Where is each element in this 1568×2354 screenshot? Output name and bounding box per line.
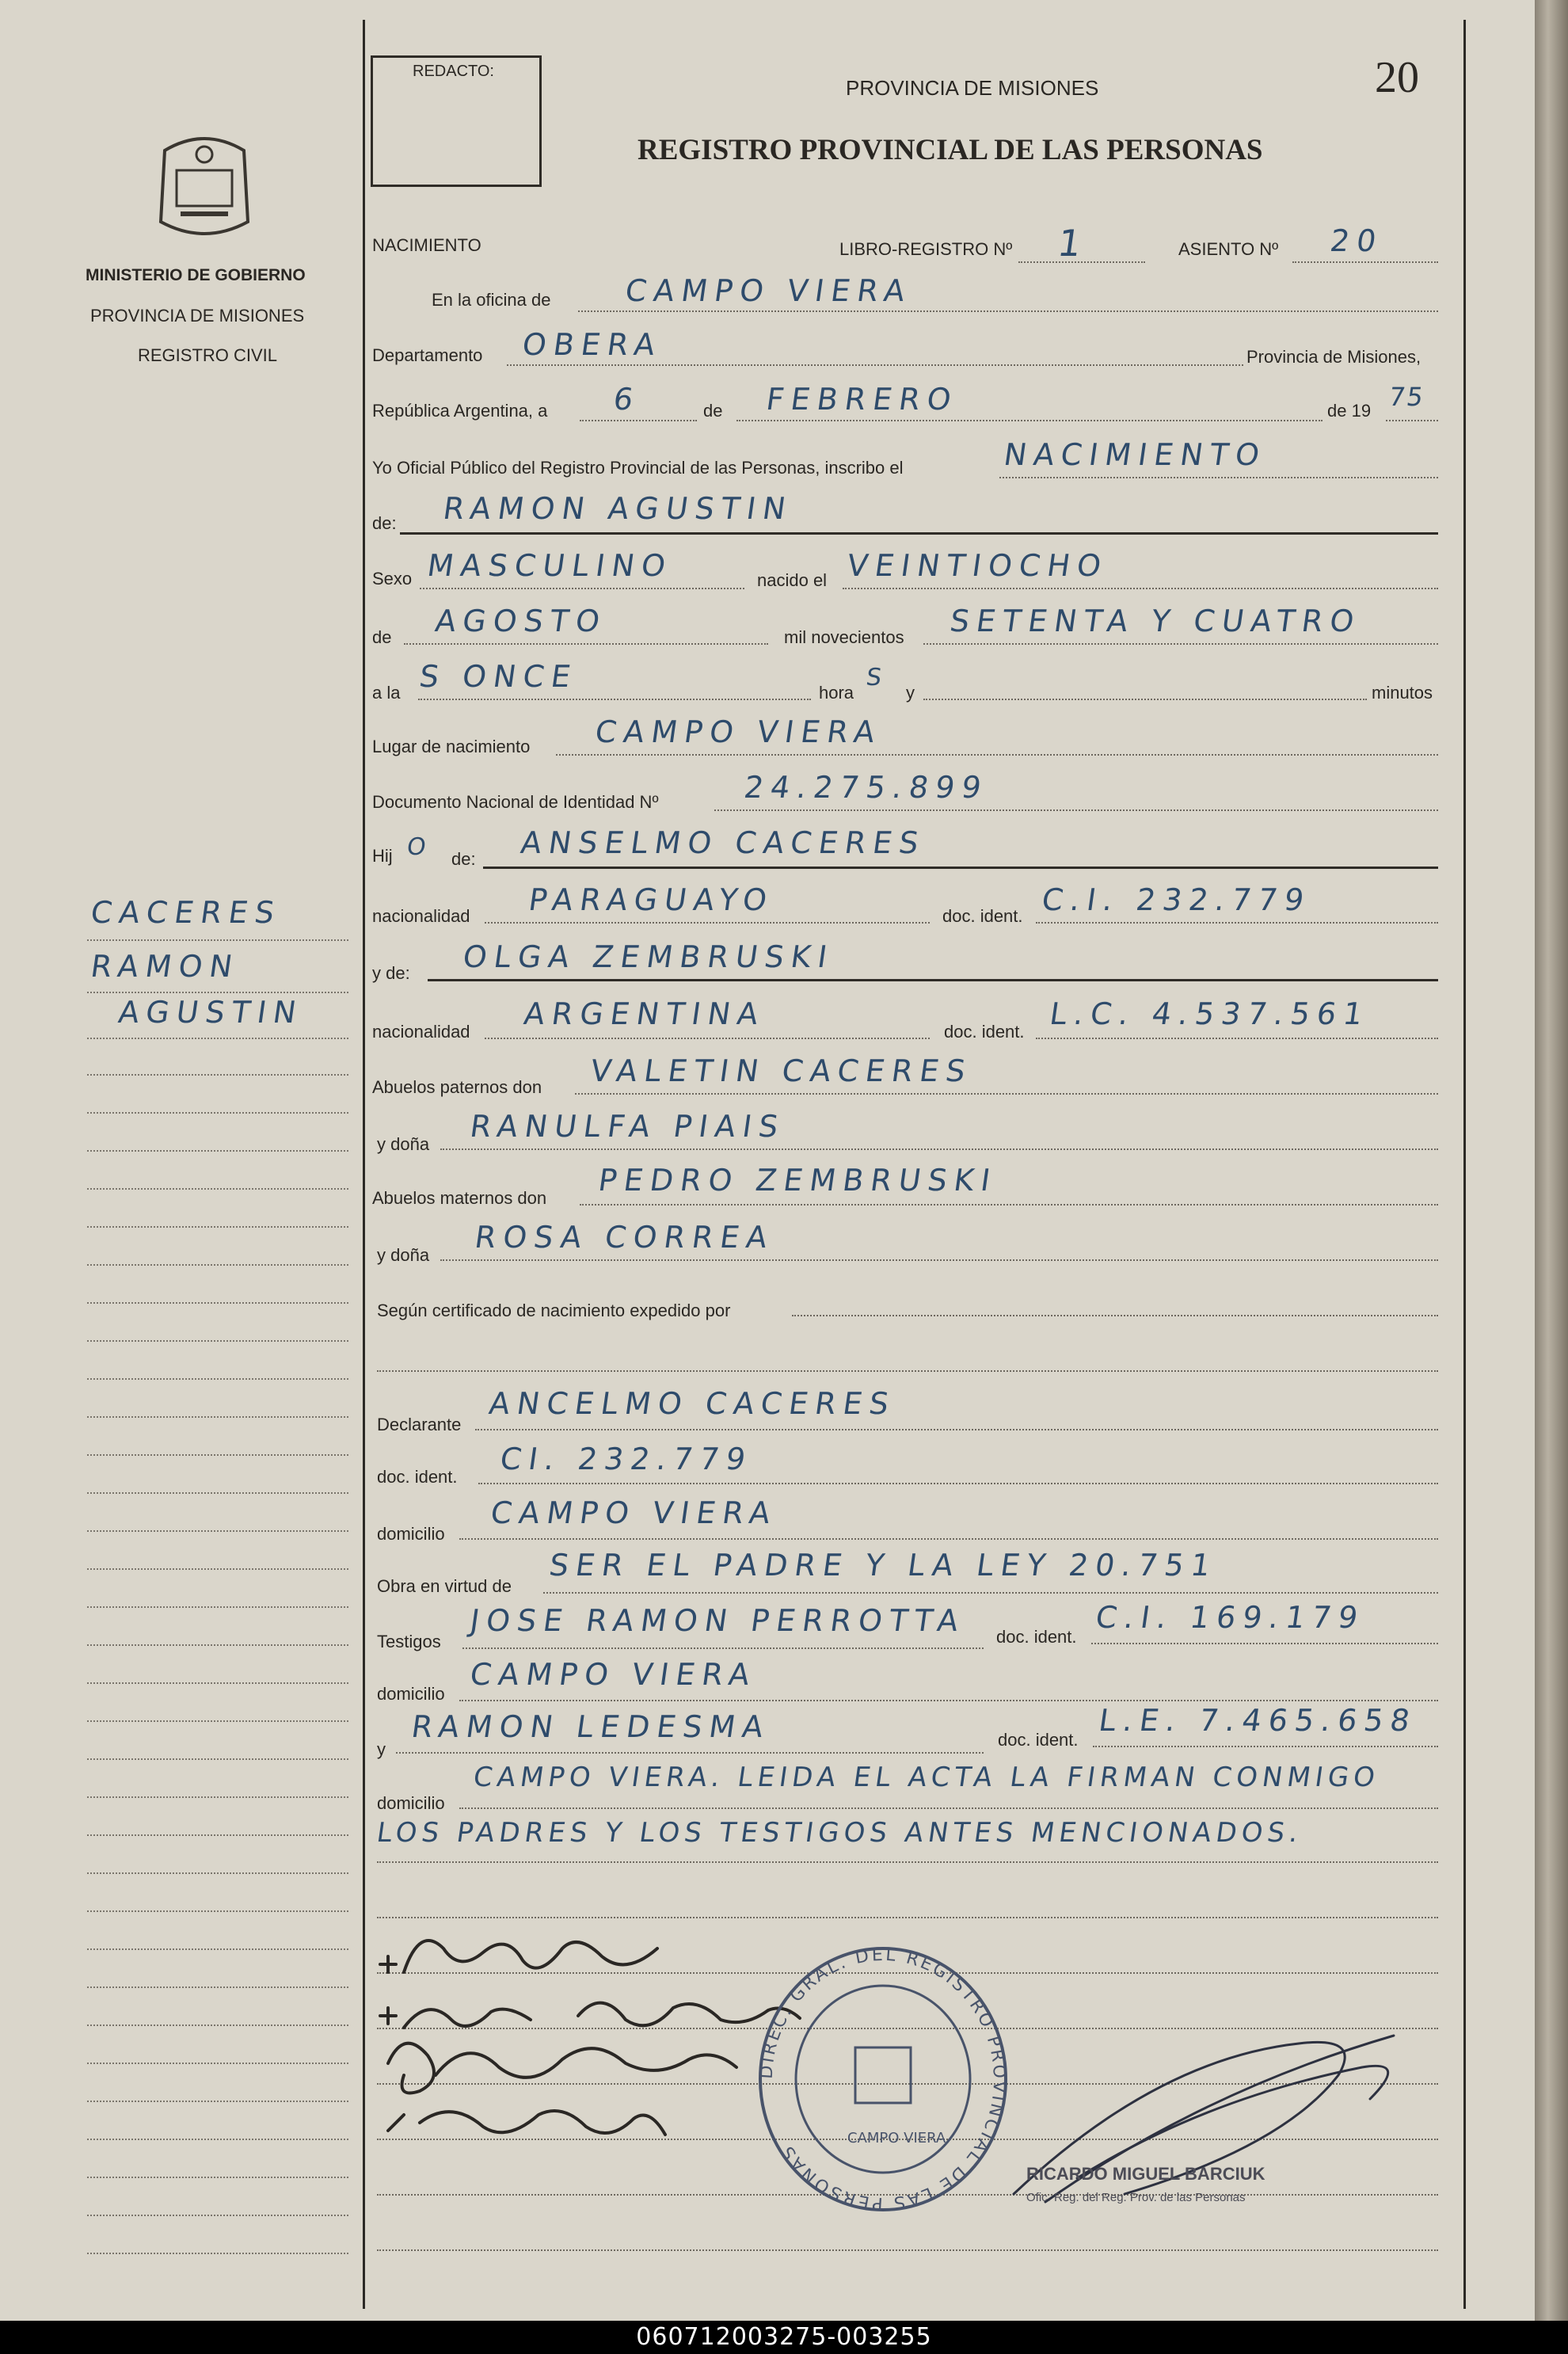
- republica-label: República Argentina, a: [372, 401, 548, 421]
- minutos-label: minutos: [1372, 683, 1433, 703]
- birth-month-value: AGOSTO: [432, 604, 610, 638]
- page-number: 20: [1375, 53, 1419, 102]
- doc2-label: doc. ident.: [944, 1022, 1025, 1042]
- t1-dom-label: domicilio: [377, 1684, 445, 1704]
- redacto-box: [371, 55, 542, 187]
- t1-dom-value: CAMPO VIERA: [467, 1657, 759, 1692]
- margin-note-first: RAMON: [88, 949, 242, 984]
- province-left-label: PROVINCIA DE MISIONES: [90, 306, 305, 326]
- libro-label: LIBRO-REGISTRO Nº: [839, 239, 1013, 259]
- hora-label: hora: [819, 683, 854, 703]
- apd-value: RANULFA PIAIS: [467, 1109, 788, 1144]
- hora-value: S: [864, 664, 891, 691]
- hijo-label: Hij: [372, 846, 393, 866]
- left-column-rule: [363, 20, 365, 2309]
- asiento-value: 20: [1327, 223, 1386, 258]
- ap-label: Abuelos paternos don: [372, 1077, 542, 1097]
- right-column-rule: [1463, 20, 1466, 2309]
- t1-doc-label: doc. ident.: [996, 1627, 1077, 1647]
- decl-doc-label: doc. ident.: [377, 1467, 458, 1487]
- stamp-official-name: RICARDO MIGUEL BARCIUK: [1026, 2164, 1265, 2184]
- domicilio-value: CAMPO VIERA: [488, 1495, 780, 1530]
- obra-value: SER EL PADRE Y LA LEY 20.751: [546, 1548, 1220, 1583]
- yde-label: y de:: [372, 963, 410, 983]
- oficial-value: NACIMIENTO: [1001, 437, 1269, 472]
- name-value: RAMON AGUSTIN: [440, 491, 795, 526]
- t2-doc-label: doc. ident.: [998, 1730, 1079, 1750]
- dni-value: 24.275.899: [741, 770, 991, 805]
- testigos-label: Testigos: [377, 1632, 441, 1651]
- hijo-de-label: de:: [451, 849, 476, 869]
- departamento-label: Departamento: [372, 345, 483, 365]
- dni-label: Documento Nacional de Identidad Nº: [372, 792, 659, 812]
- declarante-value: ANCELMO CACERES: [486, 1386, 898, 1421]
- redacto-label: REDACTO:: [413, 63, 494, 80]
- year-label: de 19: [1327, 401, 1372, 421]
- decl-doc-value: CI. 232.779: [497, 1442, 755, 1476]
- document-title: REGISTRO PROVINCIAL DE LAS PERSONAS: [637, 134, 1263, 166]
- stamp-official-title: Ofic. Reg. del Reg. Prov. de las Personas: [1026, 2191, 1246, 2204]
- stamp-ring-text: DIREC. GRAL. DEL REGISTRO PROVINCIAL DE LAS PERSONAS: [756, 1945, 1010, 2214]
- apd-label: y doña: [377, 1134, 430, 1154]
- hijo-suffix: O: [405, 833, 436, 861]
- mil-value: SETENTA Y CUATRO: [947, 604, 1364, 638]
- margin-note-surname: CACERES: [88, 895, 284, 930]
- y-label: y: [906, 683, 915, 703]
- testigo1-value: JOSE RAMON PERROTTA: [467, 1603, 968, 1638]
- doc1-label: doc. ident.: [942, 906, 1023, 926]
- ministry-label: MINISTERIO DE GOBIERNO: [86, 266, 306, 284]
- stamp-center-text: CAMPO VIERA: [847, 2130, 946, 2146]
- y2-label: y: [377, 1739, 386, 1759]
- father-value: ANSELMO CACERES: [518, 825, 928, 860]
- nac1-value: PARAGUAYO: [526, 882, 777, 917]
- month-value: FEBRERO: [763, 382, 961, 417]
- amd-label: y doña: [377, 1245, 430, 1265]
- testigo2-value: RAMON LEDESMA: [409, 1709, 773, 1744]
- domicilio-label: domicilio: [377, 1524, 445, 1544]
- government-seal-icon: [149, 127, 260, 246]
- amd-value: ROSA CORREA: [472, 1220, 777, 1255]
- closing-value: LOS PADRES Y LOS TESTIGOS ANTES MENCIONADOS.: [375, 1817, 1305, 1849]
- am-value: PEDRO ZEMBRUSKI: [596, 1163, 1000, 1198]
- nac2-value: ARGENTINA: [521, 996, 768, 1031]
- de-name-label: de:: [372, 513, 397, 533]
- nac2-label: nacionalidad: [372, 1022, 470, 1042]
- official-signature-image: [998, 2012, 1441, 2218]
- departamento-value: OBERA: [519, 327, 664, 362]
- ala-value: S ONCE: [417, 659, 580, 694]
- year-value: 75: [1387, 382, 1427, 412]
- segun-label: Según certificado de nacimiento expedido por: [377, 1301, 731, 1320]
- de-label: de: [703, 401, 723, 421]
- nac1-label: nacionalidad: [372, 906, 470, 926]
- mil-label: mil novecientos: [784, 627, 904, 647]
- declarante-label: Declarante: [377, 1415, 462, 1434]
- signatures-image: [372, 1917, 816, 2154]
- t1-doc-value: C.I. 169.179: [1093, 1600, 1368, 1635]
- official-stamp: [752, 1941, 1014, 2218]
- sexo-value: MASCULINO: [424, 548, 676, 583]
- province-header: PROVINCIA DE MISIONES: [846, 76, 1099, 100]
- t2-dom-value: CAMPO VIERA. LEIDA EL ACTA LA FIRMAN CONMIGO: [471, 1762, 1382, 1793]
- t2-doc-value: L.E. 7.465.658: [1096, 1703, 1419, 1738]
- oficial-label: Yo Oficial Público del Registro Provincial de las Personas, inscribo el: [372, 458, 904, 478]
- oficina-value: CAMPO VIERA: [622, 273, 915, 308]
- obra-label: Obra en virtud de: [377, 1576, 512, 1596]
- provincia-misiones-label: Provincia de Misiones,: [1246, 347, 1421, 367]
- libro-value: 1: [1055, 222, 1092, 265]
- nacimiento-label: NACIMIENTO: [372, 235, 481, 255]
- lugar-value: CAMPO VIERA: [592, 714, 885, 749]
- lugar-label: Lugar de nacimiento: [372, 737, 531, 756]
- t2-dom-label: domicilio: [377, 1793, 445, 1813]
- ala-label: a la: [372, 683, 401, 703]
- asiento-label: ASIENTO Nº: [1178, 239, 1279, 259]
- image-id-footer: 060712003275-003255: [0, 2321, 1568, 2354]
- nacido-label: nacido el: [757, 570, 828, 590]
- day-value: 6: [611, 382, 643, 417]
- ap-value: VALETIN CACERES: [588, 1053, 975, 1088]
- book-spine: [1535, 0, 1568, 2321]
- nacido-value: VEINTIOCHO: [844, 548, 1111, 583]
- am-label: Abuelos maternos don: [372, 1188, 547, 1208]
- registry-label: REGISTRO CIVIL: [138, 345, 278, 365]
- sexo-label: Sexo: [372, 569, 413, 588]
- oficina-label: En la oficina de: [432, 290, 551, 310]
- doc1-value: C.I. 232.779: [1039, 882, 1314, 917]
- mother-value: OLGA ZEMBRUSKI: [460, 939, 837, 974]
- margin-note-second: AGUSTIN: [116, 995, 306, 1030]
- de-month-label: de: [372, 627, 392, 647]
- doc2-value: L.C. 4.537.561: [1047, 996, 1372, 1031]
